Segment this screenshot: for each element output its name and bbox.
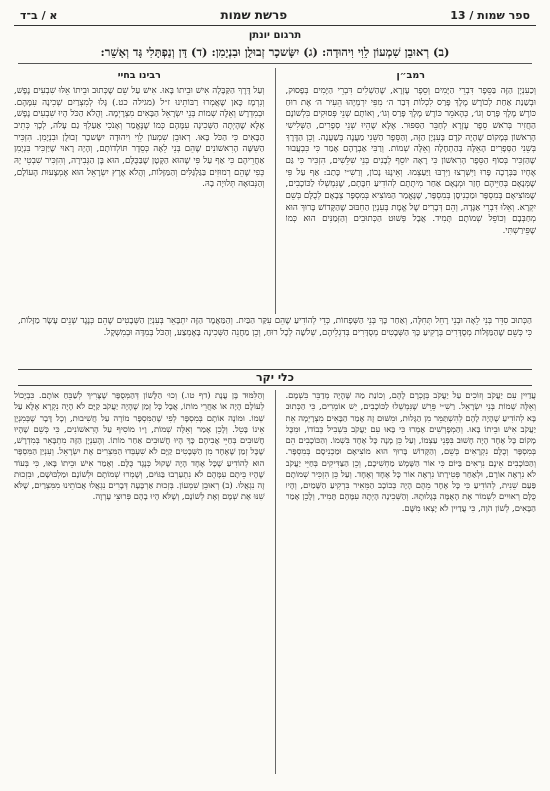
header-verse-ref: א / ב־ד <box>20 8 58 22</box>
targum-verse-line: (ב) רְאוּבֵן שִׁמְעוֹן לֵוִי וִיהוּדָה: (ג) יִשָּׂשכָר זְבוּלֻן וּבִנְיָמִן: (ד) דָּן וְנַפְתָּלִי גָּד וְאָשֵׁר: <box>18 43 532 64</box>
commentary-top <box>14 68 536 314</box>
rabbeinu-bachya-text: וְעַל דֶּרֶךְ הַקַּבָּלָה אִישׁ וּבֵיתוֹ בָּאוּ. אִישׁ עַל שֵׁם שֶׁכְּתוּב וּבֵיתוֹ אֵלּוּ שִׁבְעִים נֶפֶשׁ, וְנִרְמָז כָּאן שֶׁאֲמְרוּ רַבּוֹתֵינוּ ז״ל (מגילה כט.) גָּלוּ לְמִצְרַיִם שְׁכִינָה עִמָּהֶם. וּבְמִדְרָשׁ וְאֵלֶּה שְׁמוֹת בְּנֵי יִשְׂרָאֵל הַבָּאִים מִצְרָיְמָה. וְהֲלֹא הַכֹּל הָיוּ שִׁבְעִים נֶפֶשׁ, אֶלָּא שֶׁהָיְתָה הַשְּׁכִינָה עִמָּהֶם כְּמוֹ שֶׁנֶּאֱמַר וְאָנֹכִי אַעַלְךָ גַם עָלֹה, לְכָךְ כְּתִיב הַבָּאִים כִּי הַכֹּל בָּאוּ. רְאוּבֵן שִׁמְעוֹן לֵוִי וִיהוּדָה יִשָּׂשכָר זְבוּלֻן וּבִנְיָמִן. הִזְכִּיר הַשִּׁשָּׁה הָרִאשׁוֹנִים שֶׁהֵם בְּנֵי לֵאָה כְּסֵדֶר תּוֹלְדוֹתָם, וְהָיָה רָאוּי שֶׁיַּזְכִּיר בִּנְיָמִן אַחֲרֵיהֶם כִּי אַף עַל פִּי שֶׁהוּא הַקָּטָן שֶׁבַּכֻּלָּם, הוּא בֶּן הַגְּבִירָה, וְהִזְכִּיר שִׁבְטֵי יָהּ כְּפִי שֶׁהֵם רְמוּזִים בַּגַּלְגַּלִּים וְהַמַּזָּלוֹת, וְהֲלֹא אֶרֶץ יִשְׂרָאֵל הוּא אֶמְצָעוּת הָעוֹלָם, וְהַנְּבוּאָה תְּלוּיָה בָהּ. <box>14 85 265 190</box>
running-head <box>14 6 536 26</box>
ramban-column <box>286 68 537 314</box>
column-divider <box>275 390 276 774</box>
header-parsha-title: פרשת שמות <box>220 8 288 22</box>
rabbeinu-bachya-column <box>14 68 265 314</box>
header-book-page: ספר שמות / 13 <box>450 8 530 22</box>
ramban-text: וְכַעִנְיָן הַזֶּה בַּסֵּפֶר דִּבְרֵי הַיָּמִים וְסֵפֶר עֶזְרָא, שֶׁהַשְׁלִים דִּבְרֵי הַיָּמִים בְּפָסוּק, וּבְשַׁנַת אַחַת לְכוֹרֶשׁ מֶלֶךְ פָּרַס לִכְלוֹת דְּבַר ה׳ מִפִּי יִרְמְיָהוּ הֵעִיר ה׳ אֶת רוּחַ כּוֹרֶשׁ מֶלֶךְ פָּרַס וְגוֹ׳, כְּהָאֹמֵר כּוֹרֶשׁ מֶלֶךְ פָּרַס וְגוֹ׳, וְאוֹתָם שְׁנֵי פְּסוּקִים בִּלְשׁוֹנָם הַחֲזִיר בְּרֹאשׁ סֵפֶר עֶזְרָא לְחַבֵּר הַסִּפּוּר. אֶלָּא שֶׁהֵיוּ שְׁנֵי סְפָרִים, הַשְּׁלִישִׁי הָרִאשׁוֹן בְּמָקוֹם שֶׁהָיָה קֹדֶם בָּעִנְיָן הַזֶּה, וְהַסֵּפֶר הַשֵּׁנִי מַעֲנֶה בְּשַׁעֲנָה. וְכֵן הַדֶּרֶךְ בְּשֵׁנִי הַסְּפָרִים הָאֵלֶּה בְּהַתְחָלָה וְאֵלֶּה שְׁמוֹת. וְרַבִּי אַבְרָהָם אָמַר כִּי כִּבְעֲבוּר שֶׁהַזְכִּיר בְּסוֹף הַסֵּפֶר הָרִאשׁוֹן כִּי רָאָה יוֹסֵף לְבָנִים בְּנֵי שִׁלֵּשִׁים, הִזְכִּיר כִּי גַּם אֶחָיו בַּבְּרָכָה פָּרוּ וַיִּשְׁרְצוּ וַיִּרְבּוּ וַיַּעַצְמוּ. וְאֵינֶנּוּ נָכוֹן, וְרַשִׁ״י כָּתַב: אַף עַל פִּי שֶׁמְּנָאָם בְּחַיֵּיהֶם חָזַר וּמְנָאָם אַחַר מִיתָתָם לְהוֹדִיעַ חִבָּתָם, שֶׁנִּמְשְׁלוּ לַכּוֹכָבִים, שֶׁמּוֹצִיאָם בְּמִסְפָּר וּמַכְנִיסָן בְּמִסְפָּר, שֶׁנֶּאֱמַר הַמּוֹצִיא בְּמִסְפָּר צְבָאָם לְכֻלָּם בְּשֵׁם יִקְרָא. וְאֵלוּ דִּבְרֵי אַגָּדָה, וְהֵם דְּבָרִים שֶׁל אֱמֶת בְּעִנְיַן הַחִבּוּב שֶׁהַקָּדוֹשׁ בָּרוּךְ הוּא מְחַבְּבָם וְכוֹפֵל שְׁמוֹתָם תָּמִיד. אֲבָל פְּשׁוּט הַכְּתוּבִים וְהַזְּמַנִּים הוּא כְּמוֹ שֶׁפֵּירַשְׁתִּי. <box>285 85 536 237</box>
middle-paragraph: הַכְּתוּב סִדֵּר בְּנֵי לֵאָה וּבְנֵי רָחֵל תְּחִלָּה, וְאַחַר כָּךְ בְּנֵי הַשְּׁפָחוֹת, כְּדֵי לְהוֹדִיעַ שֶׁהֵם עִקַּר הַבַּיִת. וְהַמַּאֲמָר הַזֶּה יִתְבָּאֵר בְּעִנְיַן הַשְּׁבָטִים שֶׁהֵם כְּנֶגֶד שְׁנֵים עָשָׂר מַזָּלוֹת, כִּי כְּשֵׁם שֶׁהַמַּזָּלוֹת מְסֻדָּרִים בְּרָקִיעַ כָּךְ הַשְּׁבָטִים מְסֻדָּרִים בְּדִגְלֵיהֶם, שְׁלשָׁה לְכָל רוּחַ, וְכֵן מַחֲנֵה הַשְּׁכִינָה בָּאֶמְצַע, וְהַכֹּל בְּמִדָּה וּבְמִשְׁקָל. <box>18 316 532 338</box>
keli-yakar-body <box>14 390 536 774</box>
rabbeinu-bachya-title: רבינו בחיי <box>117 70 161 81</box>
keli-yakar-right-column: עֲדַיִין עִם יַעֲקֹב וְזוֹכִים עַל יַעֲקֹב בְּזָכְרָם לָהֶם, וְכוֹנַת מַה שֶּׁהָיָה מְדַבֵּר בִּשְׁמָם. וְאֵלֶּה שְׁמוֹת בְּנֵי יִשְׂרָאֵל. רַשִׁ״י פֵּרֵשׁ שֶׁנִּמְשְׁלוּ לַכּוֹכָבִים, יֵשׁ אוֹמְרִים, כִּי הַכְּתוּב בָּא לְהוֹדִיעַ שֶׁהָיָה לָהֶם לְהִשְׁתַּמֵּר מִן הַגָּלוּת, וּמִשּׁוּם זֶה אָמַר הַבָּאִים מִצְרָיְמָה אֵת יַעֲקֹב אִישׁ וּבֵיתוֹ בָּאוּ. וְהַמְפָרְשִׁים אָמְרוּ כִּי בָּאוּ עִם יַעֲקֹב בִּשְׁבִיל כְּבוֹדוֹ, וּמִכָּל מָקוֹם כָּל אֶחָד הָיָה חָשׁוּב בִּפְנֵי עַצְמוֹ, וְעַל כֵּן מָנָה כָּל אֶחָד בִּשְׁמוֹ. וְהַכּוֹכָבִים הֵם בְּמִסְפָּר וְכֻלָּם נִקְרָאִים בְּשֵׁם, וְהַקָּדוֹשׁ בָּרוּךְ הוּא מוֹצִיאָם וּמַכְנִיסָם בְּמִסְפָּר. וְהַכּוֹכָבִים אֵינָם נִרְאִים בַּיּוֹם כִּי אוֹר הַשֶּׁמֶשׁ מַחְשִׁיכָם, וְכֵן הַצַּדִּיקִים בְּחַיֵּי יַעֲקֹב לֹא נִרְאָה אוֹרָם, וּלְאַחַר פְּטִירָתוֹ נִרְאָה אוֹר כָּל אֶחָד וְאֶחָד. וְעַל כֵּן הִזְכִּיר שְׁמוֹתָם פַּעַם שֵׁנִית, לְהוֹדִיעַ כִּי כָּל אֶחָד מֵהֶם הָיָה כְּכוֹכָב הַמֵּאִיר בִּרְקִיעַ הַשָּׁמַיִם, וְהָיוּ כֻּלָּם רְאוּיִים לִשְׁמוֹר אֶת הָאֻמָּה בְּגָלוּתָהּ. וְהַשְּׁכִינָה הָיְתָה עִמָּהֶם תָּמִיד, וְלָכֵן אָמַר הַבָּאִים, לְשׁוֹן הֹוֶה, כִּי עֲדַיִין לֹא יָצְאוּ מִשָּׁם. <box>285 390 536 513</box>
keli-yakar-title: כלי יקר <box>18 369 532 386</box>
ramban-title: רמב״ן <box>396 70 425 81</box>
keli-yakar-left-column: וְהַלִּמּוּד בֶּן עֲנָת (דף טו.) וְכוּ׳ הַלָּשׁוֹן דְּהַמְּסֻפָּר שֶׁצָּרִיךְ לְשַׁבֵּחַ אוֹתָם. כִּבְיָכוֹל לְעוֹלָם הָיָה אוֹ אַחֲרֵי מוֹתוֹ, אֲבָל כָּל זְמַן שֶׁהָיָה יַעֲקֹב קַיָּם לֹא הָיָה נִקְרָא אֶלָּא עַל שְׁמוֹ. וּמוֹנֶה אוֹתָם בְּמִסְפָּר לְפִי שֶׁהַמִּסְפָּר מוֹרֶה עַל חֲשִׁיבוּת, וְכָל דָּבָר שֶׁבְּמִנְיָן אֵינוֹ בָּטֵל. וְלָכֵן אָמַר וְאֵלֶּה שְׁמוֹת, וָ״ו מוֹסִיף עַל הָרִאשׁוֹנִים, כִּי כְּשֵׁם שֶׁהָיוּ חֲשׁוּבִים בְּחַיֵּי אֲבִיהֶם כָּךְ הָיוּ חֲשׁוּבִים אַחַר מוֹתוֹ. וְהָעִנְיָן הַזֶּה מִתְבָּאֵר בְּמִדְרָשׁ, שֶׁכָּל זְמַן שֶׁאֶחָד מִן הַשְּׁבָטִים קַיָּם לֹא שִׁעְבְּדוּ הַמִּצְרִים אֶת יִשְׂרָאֵל. וְעִנְיַן הַמִּסְפָּר הוּא לְהוֹדִיעַ שֶׁכָּל אֶחָד הָיָה שָׁקוּל כְּנֶגֶד כֻּלָּם. וְאָמַר אִישׁ וּבֵיתוֹ בָּאוּ, כִּי בְּעוֹד שֶׁהָיוּ בֵּיתָם עִמָּהֶם לֹא נִתְעַרְבוּ בַּגּוֹיִם, וְשָׁמְרוּ שְׁמוֹתָם וּלְשׁוֹנָם וּמַלְבּוּשָׁם, וּבִזְכוּת זֶה נִגְאֲלוּ. (ב) רְאוּבֵן שִׁמְעוֹן. בְּזְכוּת אַרְבָּעָה דְּבָרִים נִגְאֲלוּ אֲבוֹתֵינוּ מִמִּצְרַיִם, שֶׁלֹּא שִׁנּוּ אֶת שְׁמָם וְאֶת לְשׁוֹנָם, וְשֶׁלֹּא הָיוּ בָהֶם פְּרוּצֵי עֶרְוָה. <box>14 390 265 502</box>
targum-title: תרגום יונתן <box>248 30 302 41</box>
column-divider <box>275 68 276 314</box>
